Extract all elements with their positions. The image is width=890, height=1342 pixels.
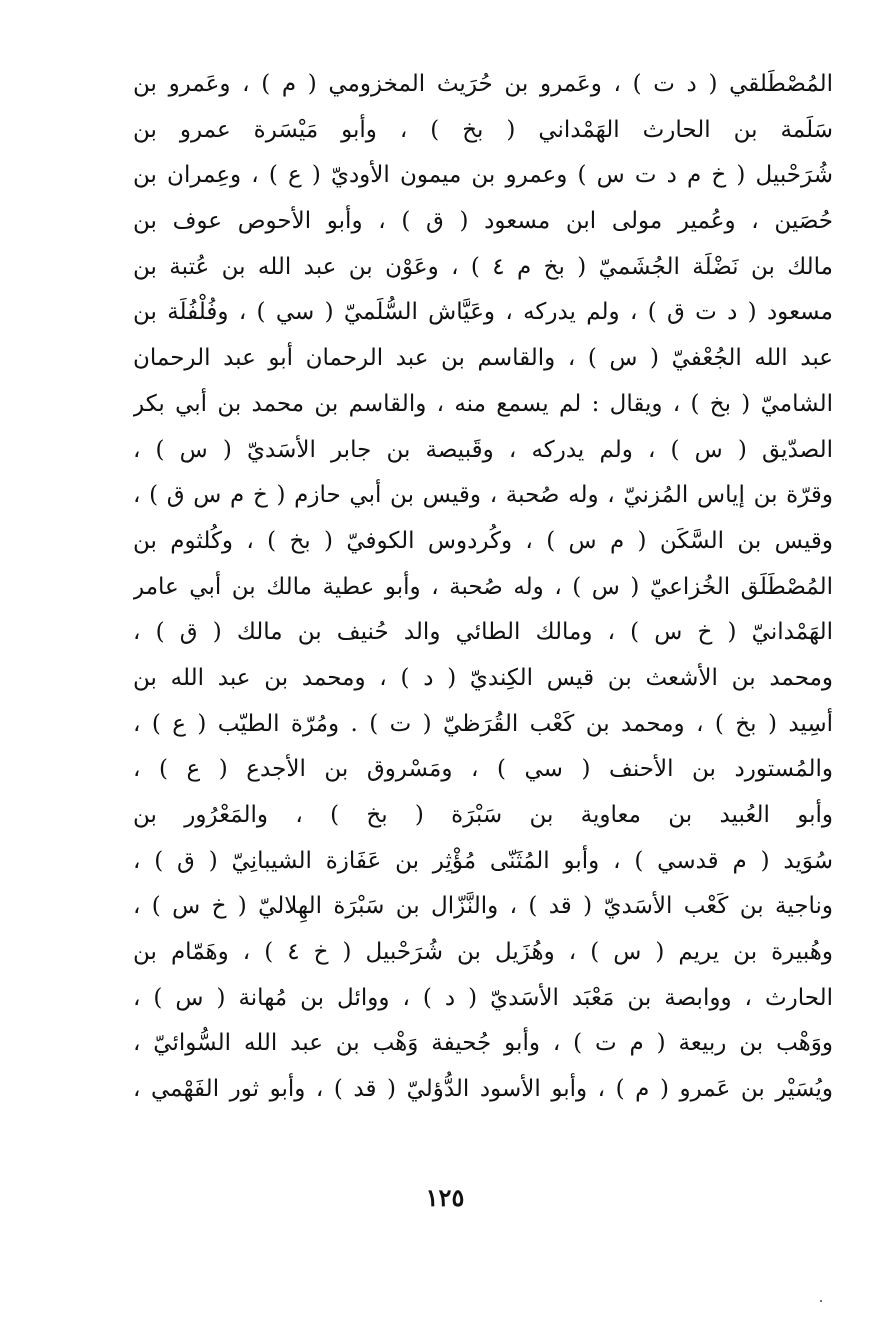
- text-line: المُصْطَلقي ( د ت ) ، وعَمرو بن حُرَيث المخزومي ( م ) ، وعَمرو بن: [133, 71, 833, 97]
- text-line: مسعود ( د ت ق ) ، ولم يدركه ، وعَيَّاش السُّلَميّ ( سي ) ، وفُلْفُلَة بن: [133, 299, 833, 326]
- text-line: حُصَين ، وعُمير مولى ابن مسعود ( ق ) ، وأبو الأحوص عوف بن: [133, 208, 833, 235]
- text-line: وقيس بن السَّكَن ( م س ) ، وكُردوس الكوفيّ ( بخ ) ، وكُلثوم بن: [133, 527, 833, 554]
- text-line: وأبو العُبيد بن معاوية بن سَبْرَة ( بخ ) ، والمَعْرُور بن: [133, 802, 833, 828]
- text-line: مالك بن نَضْلَة الجُشَميّ ( بخ م ٤ ) ، وعَوْن بن عبد الله بن عُتبة بن: [133, 253, 833, 280]
- text-line: والمُستورد بن الأحنف ( سي ) ، ومَسْروق بن الأجدع ( ع ) ،: [133, 756, 833, 783]
- text-line: ويُسَيْر بن عَمرو ( م ) ، وأبو الأسود الدُّؤليّ ( قد ) ، وأبو ثور الفَهْمي ،: [133, 1076, 833, 1103]
- text-line: وقرّة بن إياس المُزنيّ ، وله صُحبة ، وقيس بن أبي حازم ( خ م س ق ) ،: [133, 482, 833, 509]
- text-line: ووَهْب بن ربيعة ( م ت ) ، وأبو جُحيفة وَهْب بن عبد الله السُّوائيّ ،: [133, 1030, 833, 1057]
- text-line: المُصْطَلَق الخُزاعيّ ( س ) ، وله صُحبة ، وأبو عطية مالك بن أبي عامر: [133, 573, 833, 600]
- text-line: وهُبيرة بن يريم ( س ) ، وهُزَيل بن شُرَحْبيل ( خ ٤ ) ، وهَمّام بن: [133, 939, 833, 966]
- text-line: الحارث ، ووابصة بن مَعْبَد الأسَديّ ( د ) ، ووائل بن مُهانة ( س ) ،: [133, 984, 833, 1011]
- scan-speck: [820, 1300, 822, 1302]
- text-line: وناجية بن كَعْب الأسَديّ ( قد ) ، والنَّزّال بن سَبْرَة الهِلاليّ ( خ س ) ،: [133, 893, 833, 920]
- text-line: ومحمد بن الأشعث بن قيس الكِنديّ ( د ) ، ومحمد بن عبد الله بن: [133, 664, 833, 691]
- text-line: الشاميّ ( بخ ) ، ويقال : لم يسمع منه ، والقاسم بن محمد بن أبي بكر: [133, 390, 833, 417]
- text-line: شُرَحْبيل ( خ م د ت س ) وعمرو بن ميمون الأوديّ ( ع ) ، وعِمران بن: [133, 162, 833, 189]
- text-line: الهَمْدانيّ ( خ س ) ، ومالك الطائي والد حُنيف بن مالك ( ق ) ،: [133, 619, 833, 646]
- text-line: سُوَيد ( م قدسي ) ، وأبو المُثَنّى مُؤْثِر بن عَفَازة الشيبانِيّ ( ق ) ،: [133, 847, 833, 874]
- text-line: الصدّيق ( س ) ، ولم يدركه ، وقَبيصة بن جابر الأسَديّ ( س ) ،: [133, 436, 833, 463]
- text-line: عبد الله الجُعْفيّ ( س ) ، والقاسم بن عبد الرحمان أبو عبد الرحمان: [133, 345, 833, 372]
- body-text: [133, 62, 833, 1113]
- text-line: أسِيد ( بخ ) ، ومحمد بن كَعْب القُرَظيّ ( ت ) . ومُرّة الطيّب ( ع ) ،: [133, 710, 833, 737]
- text-line: سَلَمة بن الحارث الهَمْداني ( بخ ) ، وأبو مَيْسَرة عمرو بن: [133, 116, 833, 143]
- page-number: ١٢٥: [425, 1183, 465, 1212]
